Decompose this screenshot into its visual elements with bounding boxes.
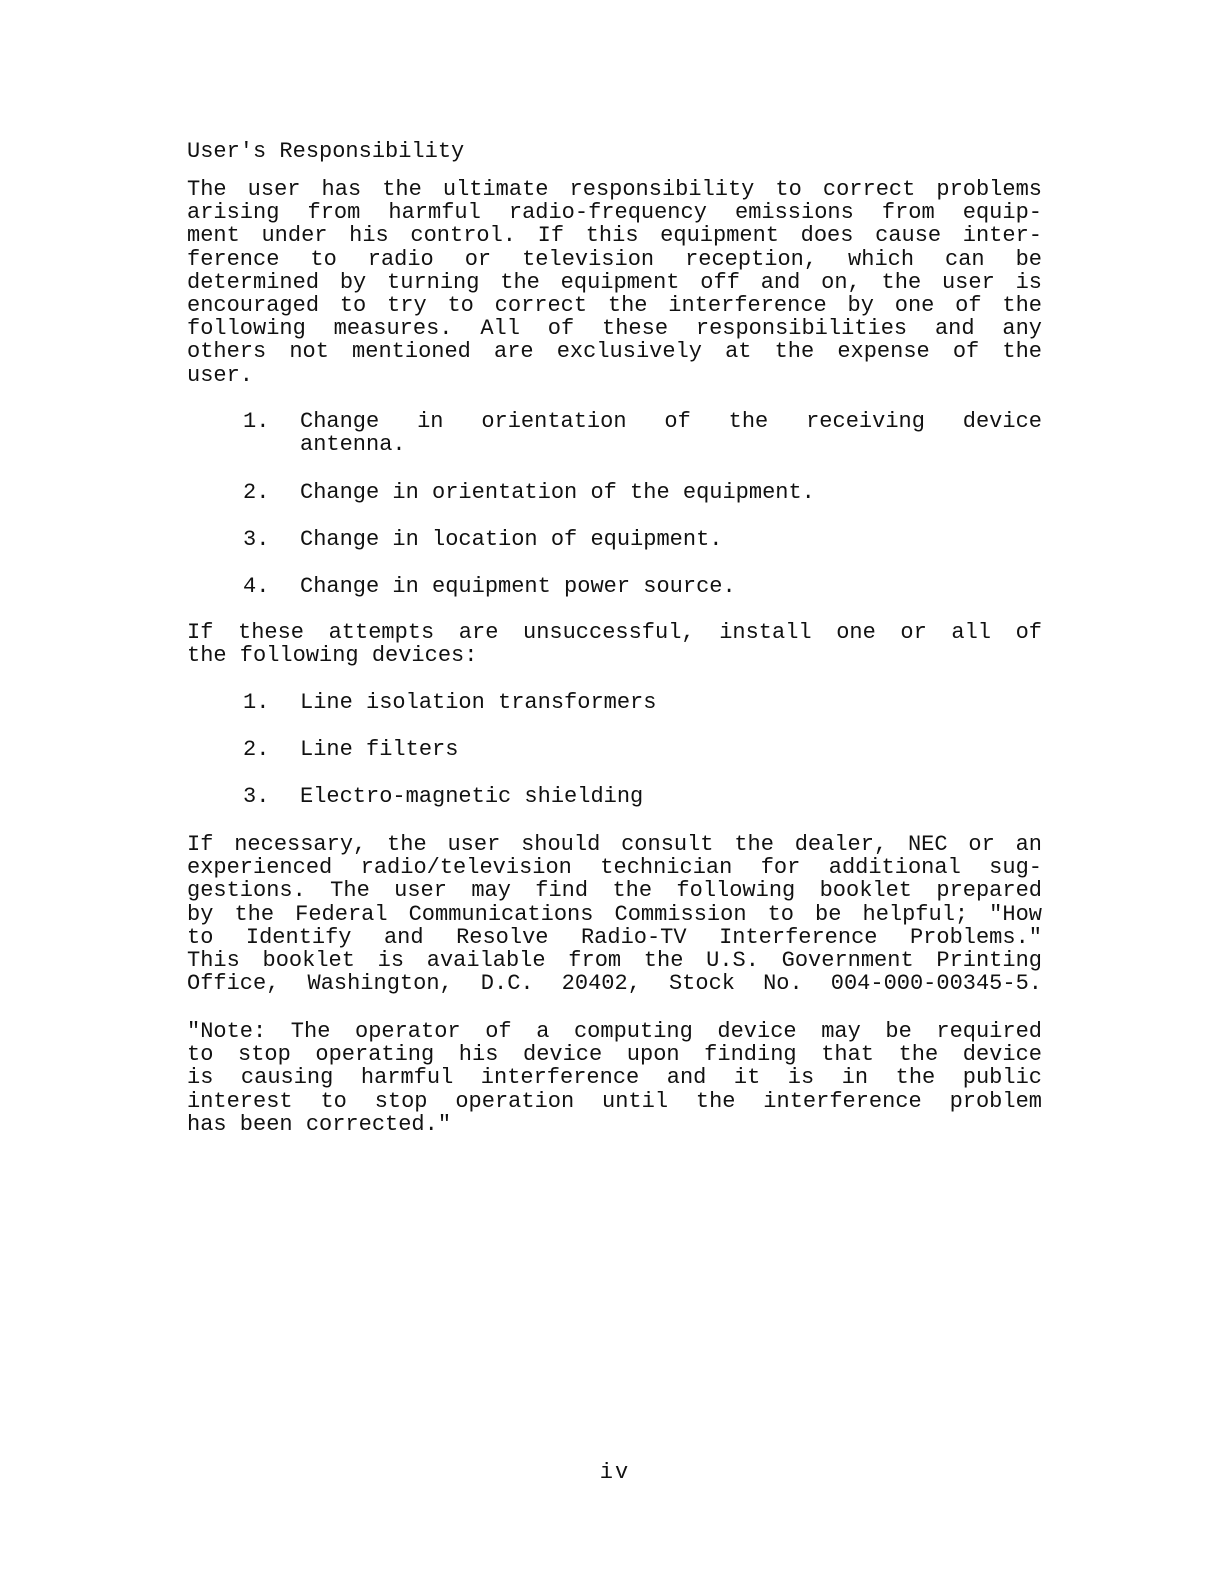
- text-line: has been corrected.": [187, 1112, 452, 1137]
- text-line: Change in orientation of the receiving device: [300, 409, 1042, 434]
- text-line: ment under his control. If this equipment does cause inter-: [187, 224, 1042, 248]
- text-line: Change in equipment power source.: [300, 574, 736, 599]
- text-line: The user has the ultimate responsibility to correct problems: [187, 178, 1042, 202]
- text-line: determined by turning the equipment off and on, the user is: [187, 270, 1042, 295]
- text-line: "Note: The operator of a computing device may be required: [187, 1020, 1042, 1044]
- text-line: interest to stop operation until the interference problem: [187, 1089, 1042, 1113]
- list-text: [300, 691, 1042, 714]
- text-line: the following devices:: [187, 644, 478, 668]
- list-text: [300, 785, 1042, 808]
- list-number: 2.: [243, 737, 270, 762]
- text-line: user.: [187, 363, 254, 387]
- intro-paragraph: [187, 178, 1042, 387]
- list-number: 1.: [243, 690, 270, 715]
- devices-intro-paragraph: [187, 621, 1042, 667]
- list-text: [300, 528, 1042, 551]
- text-line: by the Federal Communications Commission to be helpful; "How: [187, 902, 1042, 926]
- list-text: [300, 410, 1042, 456]
- text-line: antenna.: [300, 432, 406, 458]
- text-line: Change in location of equipment.: [300, 527, 723, 552]
- text-line: to Identify and Resolve Radio-TV Interference Problems.": [187, 925, 1042, 950]
- page-number: iv: [599, 1460, 631, 1485]
- note-paragraph: [187, 1020, 1042, 1136]
- list-text: [300, 738, 1042, 761]
- list-number: 4.: [243, 574, 270, 599]
- text-line: If these attempts are unsuccessful, install one or all of: [187, 621, 1042, 645]
- text-line: Line filters: [300, 737, 459, 762]
- section-heading: User's Responsibility: [187, 139, 465, 164]
- text-line: experienced radio/television technician for additional sug-: [187, 856, 1042, 880]
- text-line: gestions. The user may find the following booklet prepared: [187, 879, 1042, 903]
- text-line: Change in orientation of the equipment.: [300, 480, 815, 505]
- text-line: Electro-magnetic shielding: [300, 784, 644, 809]
- text-line: ference to radio or television reception, which can be: [187, 247, 1042, 271]
- list-number: 3.: [243, 527, 270, 552]
- list-number: 1.: [243, 409, 270, 434]
- text-line: arising from harmful radio-frequency emissions from equip-: [187, 201, 1042, 225]
- text-line: Line isolation transformers: [300, 690, 657, 715]
- list-text: [300, 575, 1042, 598]
- text-line: This booklet is available from the U.S. Government Printing: [187, 949, 1042, 973]
- text-line: is causing harmful interference and it is in the public: [187, 1066, 1042, 1090]
- text-line: others not mentioned are exclusively at the expense of the: [187, 340, 1042, 364]
- text-line: Office, Washington, D.C. 20402, Stock No. 004-000-00345-5.: [187, 972, 1042, 996]
- text-line: to stop operating his device upon finding that the device: [187, 1043, 1042, 1067]
- text-line: encouraged to try to correct the interference by one of the: [187, 294, 1042, 318]
- text-line: If necessary, the user should consult the dealer, NEC or an: [187, 833, 1042, 857]
- text-line: following measures. All of these responsibilities and any: [187, 317, 1042, 341]
- list-number: 2.: [243, 480, 270, 505]
- list-number: 3.: [243, 784, 270, 809]
- list-text: [300, 481, 1042, 504]
- consult-paragraph: [187, 833, 1042, 995]
